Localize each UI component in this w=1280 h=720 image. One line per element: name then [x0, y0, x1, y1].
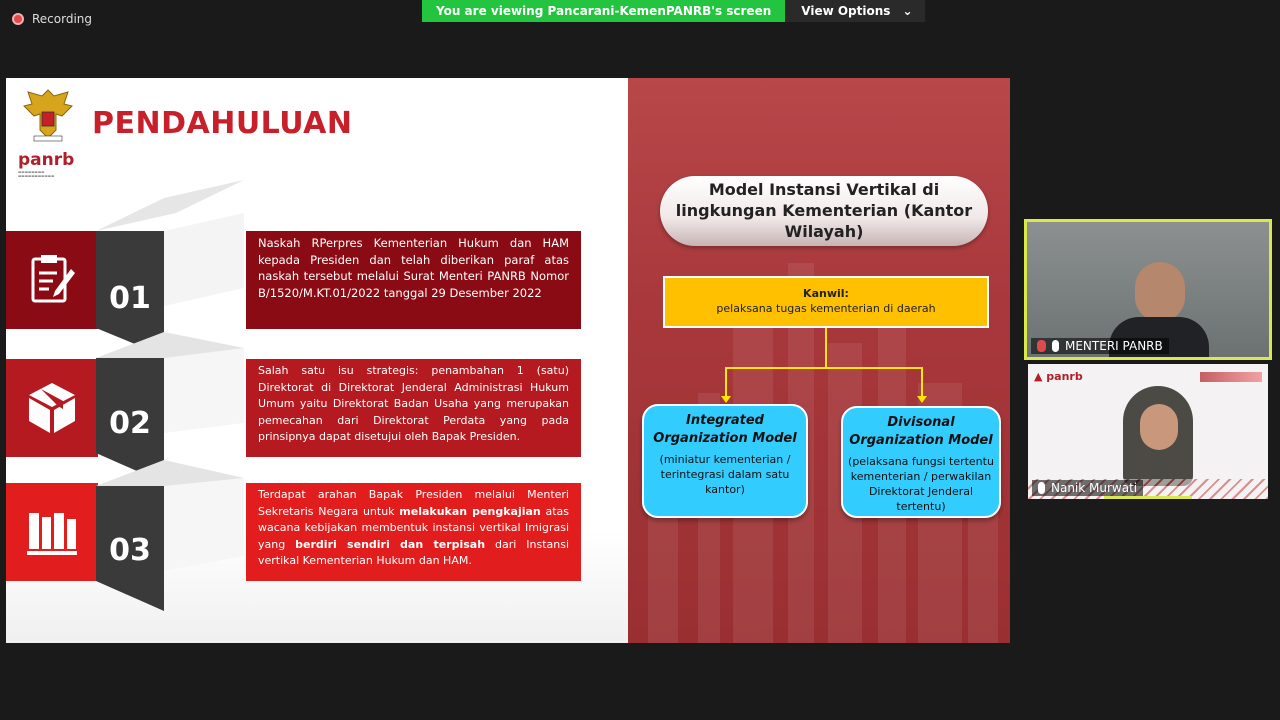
box-icon — [23, 379, 81, 437]
view-options-button[interactable] — [785, 0, 924, 22]
mic-muted-icon — [1037, 340, 1046, 352]
divisional-model-desc: (pelaksana fungsi tertentu kementerian / perwakilan Direktorat Jenderal tertentu) — [848, 455, 994, 513]
recording-label: Recording — [32, 12, 93, 26]
clipboard-icon — [23, 251, 81, 309]
chevron-down-icon: ⌄ — [902, 4, 913, 18]
garuda-emblem-icon — [20, 86, 76, 144]
item-3-text — [246, 483, 581, 581]
item-3-text-part: dari Instansi vertikal Kementerian Hukum dan HAM. — [258, 537, 570, 567]
item-1-icon-band — [6, 231, 98, 329]
recording-indicator — [12, 12, 92, 26]
connector-line — [725, 367, 923, 369]
kanwil-title: Kanwil: — [803, 287, 849, 300]
connector-line — [921, 367, 923, 399]
integrated-model-title: Integrated Organization Model — [653, 413, 797, 446]
diagram-heading: Model Instansi Vertikal di lingkungan Kementerian (Kantor Wilayah) — [660, 176, 988, 246]
slide-title: PENDAHULUAN — [92, 106, 353, 141]
panrb-logo — [18, 86, 83, 186]
shared-slide — [6, 78, 1010, 643]
item-3-bold-part: melakukan pengkajian — [399, 504, 541, 518]
item-3-icon-band — [6, 483, 98, 581]
item-2-text: Salah satu isu strategis: penambahan 1 (satu) Direktorat di Direktorat Jenderal Administrasi Hukum Umum yaitu Direktorat Badan Usaha yang merupakan pemecahan dari Direktorat Perdata yang pada prinsipnya dapat disetujui oleh Bapak Presiden. — [246, 359, 581, 457]
item-1-number: 01 — [109, 280, 151, 316]
slide-right-panel — [628, 78, 1010, 643]
connector-line — [825, 328, 827, 368]
participant-name: Nanik Murwati — [1051, 481, 1138, 495]
avatar-face — [1140, 404, 1178, 450]
viewing-screen-text: You are viewing Pancarani-KemenPANRB's screen — [422, 0, 785, 22]
speaking-indicator — [1104, 496, 1192, 499]
item-3-bold-part: berdiri sendiri dan terpisah — [295, 537, 486, 551]
participant-video-2[interactable] — [1028, 364, 1268, 499]
raised-hand-icon — [1052, 340, 1059, 352]
item-2-number: 02 — [109, 405, 151, 441]
participant-name-bar — [1032, 480, 1143, 496]
item-3-text-part: atas wacana kebijakan membentuk instansi vertikal Imigrasi yang — [258, 504, 569, 551]
arrow-down-icon — [917, 396, 927, 403]
view-options-label: View Options — [801, 4, 891, 18]
item-3-number: 03 — [109, 532, 151, 568]
kanwil-description: pelaksana tugas kementerian di daerah — [716, 302, 936, 315]
integrated-model-box — [642, 404, 808, 518]
participant-name-bar — [1031, 338, 1169, 354]
share-banner — [422, 0, 925, 22]
connector-line — [725, 367, 727, 399]
integrated-model-desc: (miniatur kementerian / terintegrasi dalam satu kantor) — [659, 453, 791, 496]
panrb-logo-small: ▲ panrb — [1034, 370, 1083, 383]
divisional-model-title: Divisonal Organization Model — [849, 415, 993, 448]
kanwil-box — [663, 276, 989, 328]
panrb-wordmark: panrb — [18, 150, 75, 170]
arrow-down-icon — [721, 396, 731, 403]
logo-subtext: ▬▬▬▬▬▬▬▬ ▬▬▬▬▬▬▬▬▬▬▬ — [18, 170, 55, 178]
berakhlak-logo — [1200, 372, 1262, 382]
record-icon — [12, 13, 24, 25]
avatar — [1135, 262, 1185, 322]
books-icon — [23, 503, 81, 561]
divisional-model-box — [841, 406, 1001, 518]
item-3-text-part: Terdapat arahan Bapak Presiden melalui Menteri Sekretaris Negara untuk — [258, 488, 569, 518]
participant-name: MENTERI PANRB — [1065, 339, 1163, 353]
participant-video-1[interactable] — [1024, 219, 1272, 360]
item-2-icon-band — [6, 359, 98, 457]
raised-hand-icon — [1038, 482, 1045, 494]
item-1-text: Naskah RPerpres Kementerian Hukum dan HAM kepada Presiden dan telah diberikan paraf atas naskah tersebut melalui Surat Menteri PANRB Nomor B/1520/M.KT.01/2022 tanggal 29 Desember 2022 — [246, 231, 581, 329]
